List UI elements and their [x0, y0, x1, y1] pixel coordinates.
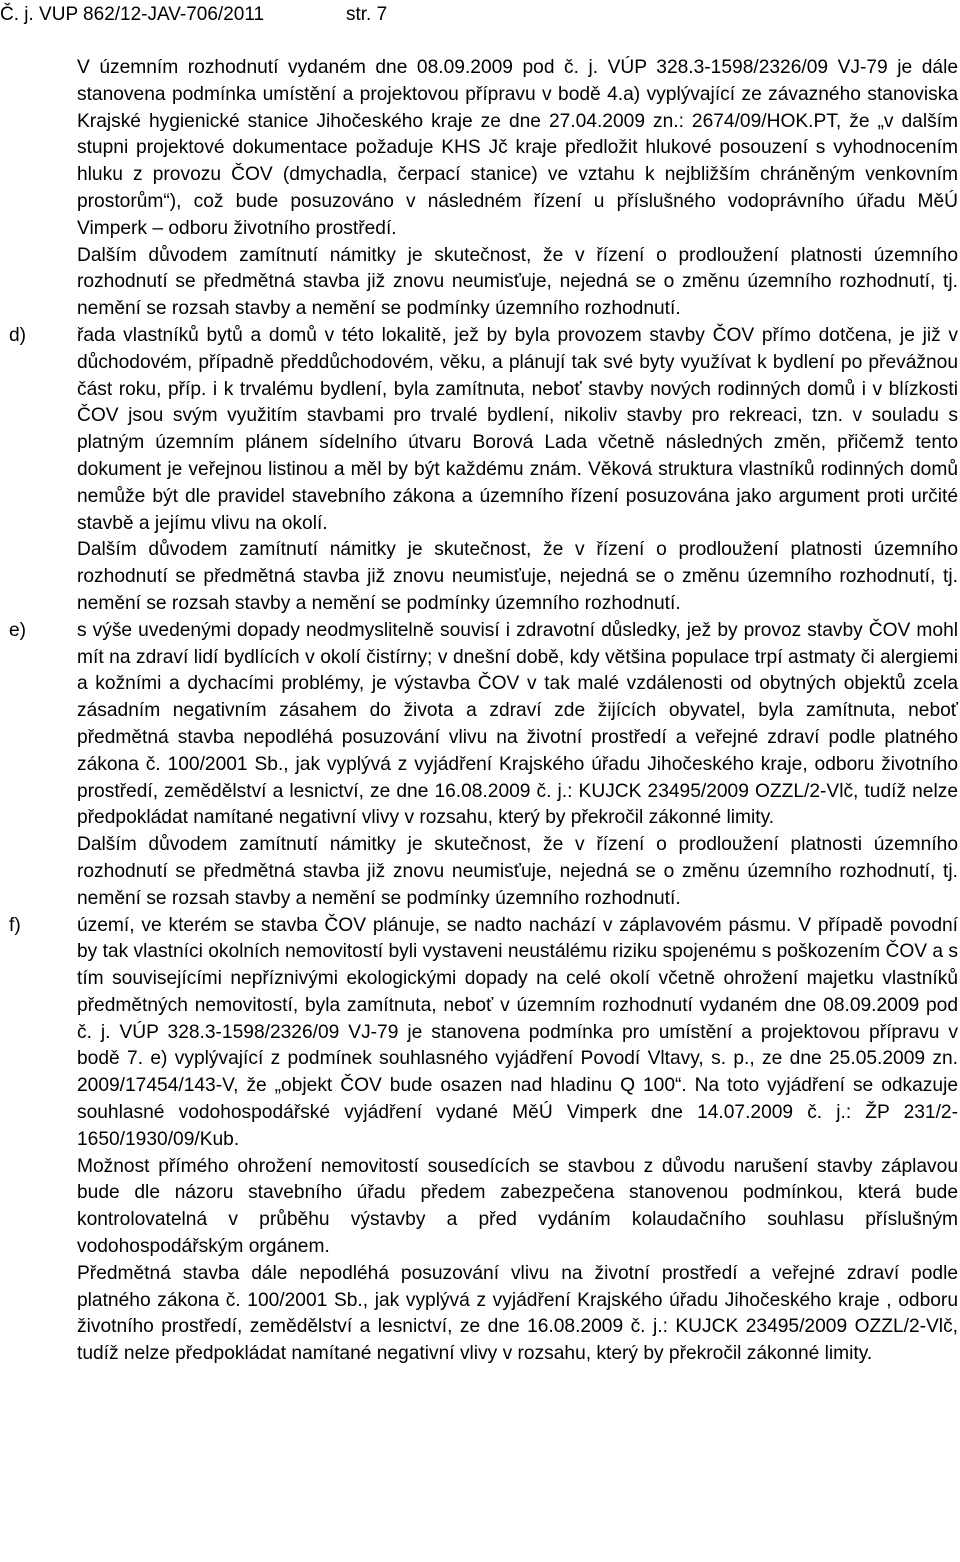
item-paragraph: Dalším důvodem zamítnutí námitky je skutečnost, že v řízení o prodloužení platnosti územního rozhodnutí se předmětná stavba již znovu neumisťuje, nejedná se o změnu územního rozhodnutí, tj. nemění se rozsah stavby a nemění se podmínky územního rozhodnutí. [77, 539, 958, 614]
item-marker: f) [9, 914, 21, 936]
document-body [9, 55, 958, 1368]
page-number: str. 7 [346, 4, 388, 25]
item-paragraph: Předmětná stavba dále nepodléhá posuzování vlivu na životní prostředí a veřejné zdraví podle platného zákona č. 100/2001 Sb., jak vyplývá z vyjádření Krajského úřadu Jihočeského kraje , odboru životního prostředí, zemědělství a lesnictví, ze dne 16.08.2009 č. j.: KUJCK 23495/2009 OZZL/2-Vlč, tudíž nelze předpokládat namítané negativní vlivy v rozsahu, který by překročil zákonné limity. [77, 1262, 958, 1365]
item-paragraph: Dalším důvodem zamítnutí námitky je skutečnost, že v řízení o prodloužení platnosti územního rozhodnutí se předmětná stavba již znovu neumisťuje, nejedná se o změnu územního rozhodnutí, tj. nemění se rozsah stavby a nemění se podmínky územního rozhodnutí. [77, 834, 958, 909]
intro-paragraph: V územním rozhodnutí vydaném dne 08.09.2009 pod č. j. VÚP 328.3-1598/2326/09 VJ-79 je dále stanovena podmínka umístění a projektovou přípravu v bodě 4.a) vyplývající ze závazného stanoviska Krajské hygienické stanice Jihočeského kraje ze dne 27.04.2009 zn.: 2674/09/HOK.PT, že „v dalším stupni projektové dokumentace požaduje KHS Jč kraje předložit hlukové posouzení s vyhodnocením hluku z provozu ČOV (dmychadla, čerpací stanice) ve vztahu k nejbližším chráněným venkovním prostorům“), což bude posuzováno v následném řízení u příslušného vodoprávního úřadu MěÚ Vimperk – odboru životního prostředí. [77, 57, 958, 239]
item-paragraph: řada vlastníků bytů a domů v této lokalitě, jež by byla provozem stavby ČOV přímo dotčena, je již v důchodovém, případně předdůchodovém, věku, a plánují tak své byty využívat k bydlení po převážnou část roku, příp. i k trvalému bydlení, byla zamítnuta, neboť stavby nových rodinných domů i v blízkosti ČOV jsou svým využitím stavbami pro trvalé bydlení, nikoliv stavby pro rekreaci, tzn. v souladu s platným územním plánem sídelního útvaru Borová Lada včetně následných změn, přičemž tento dokument je veřejnou listinou a měl by být každému znám. Věková struktura vlastníků rodinných domů nemůže být dle pravidel stavebního zákona a územního řízení posuzována jako argument proti určité stavbě a jejímu vlivu na okolí. [77, 324, 958, 534]
item-marker: e) [9, 619, 27, 641]
item-paragraph: Možnost přímého ohrožení nemovitostí sousedících se stavbou z důvodu narušení stavby záplavou bude dle názoru stavebního úřadu předem zabezpečena stanovenou podmínkou, která bude kontrolovatelná v průběhu výstavby a před vydáním kolaudačního souhlasu příslušným vodohospodářským orgánem. [77, 1155, 958, 1258]
objection-item-f [9, 913, 958, 1369]
objection-item-d [9, 323, 958, 618]
case-reference: Č. j. VUP 862/12-JAV-706/2011 [0, 4, 265, 25]
item-paragraph: s výše uvedenými dopady neodmyslitelně souvisí i zdravotní důsledky, jež by provoz stavby ČOV mohl mít na zdraví lidí bydlících v okolí čistírny; v dnešní době, kdy většina populace trpí astmaty či alergiemi a kožními a dychacími problémy, je výstavba ČOV v tak malé vzdálenosti od obytných objektů zcela zásadním negativním zásahem do života a zdraví zde žijících obyvatel, byla zamítnuta, neboť předmětná stavba nepodléhá posuzování vlivu na životní prostředí a veřejné zdraví podle platného zákona č. 100/2001 Sb., jak vyplývá z vyjádření Krajského úřadu Jihočeského kraje, odboru životního prostředí, zemědělství a lesnictví, ze dne 16.08.2009 č. j.: KUJCK 23495/2009 OZZL/2-Vlč, tudíž nelze předpokládat namítané negativní vlivy v rozsahu, který by překročil zákonné limity. [77, 619, 958, 829]
intro-paragraph: Dalším důvodem zamítnutí námitky je skutečnost, že v řízení o prodloužení platnosti územního rozhodnutí se předmětná stavba již znovu neumisťuje, nejedná se o změnu územního rozhodnutí, tj. nemění se rozsah stavby a nemění se podmínky územního rozhodnutí. [77, 244, 958, 320]
item-paragraph: území, ve kterém se stavba ČOV plánuje, se nadto nachází v záplavovém pásmu. V případě povodní by tak vlastníci okolních nemovitostí byli vystaveni neustálému riziku spojenému s poškozením ČOV a s tím souvisejícími nepříznivými ekologickými dopady na celé okolí včetně ohrožení majetku vlastníků předmětných nemovitostí, byla zamítnuta, neboť v územním rozhodnutí vydaném dne 08.09.2009 pod č. j. VÚP 328.3-1598/2326/09 VJ-79 je stanovena podmínka pro umístění a projektovou přípravu v bodě 7. e) vyplývající z podmínek souhlasného vyjádření Povodí Vltavy, s. p., ze dne 25.05.2009 zn. 2009/17454/143-V, že „objekt ČOV bude osazen nad hladinu Q 100“. Na toto vyjádření se odkazuje souhlasné vodohospodářské vyjádření vydané MěÚ Vimperk dne 14.07.2009 č. j.: ŽP 231/2-1650/1930/09/Kub. [77, 914, 958, 1150]
item-marker: d) [9, 324, 27, 346]
objection-item-e [9, 618, 958, 913]
